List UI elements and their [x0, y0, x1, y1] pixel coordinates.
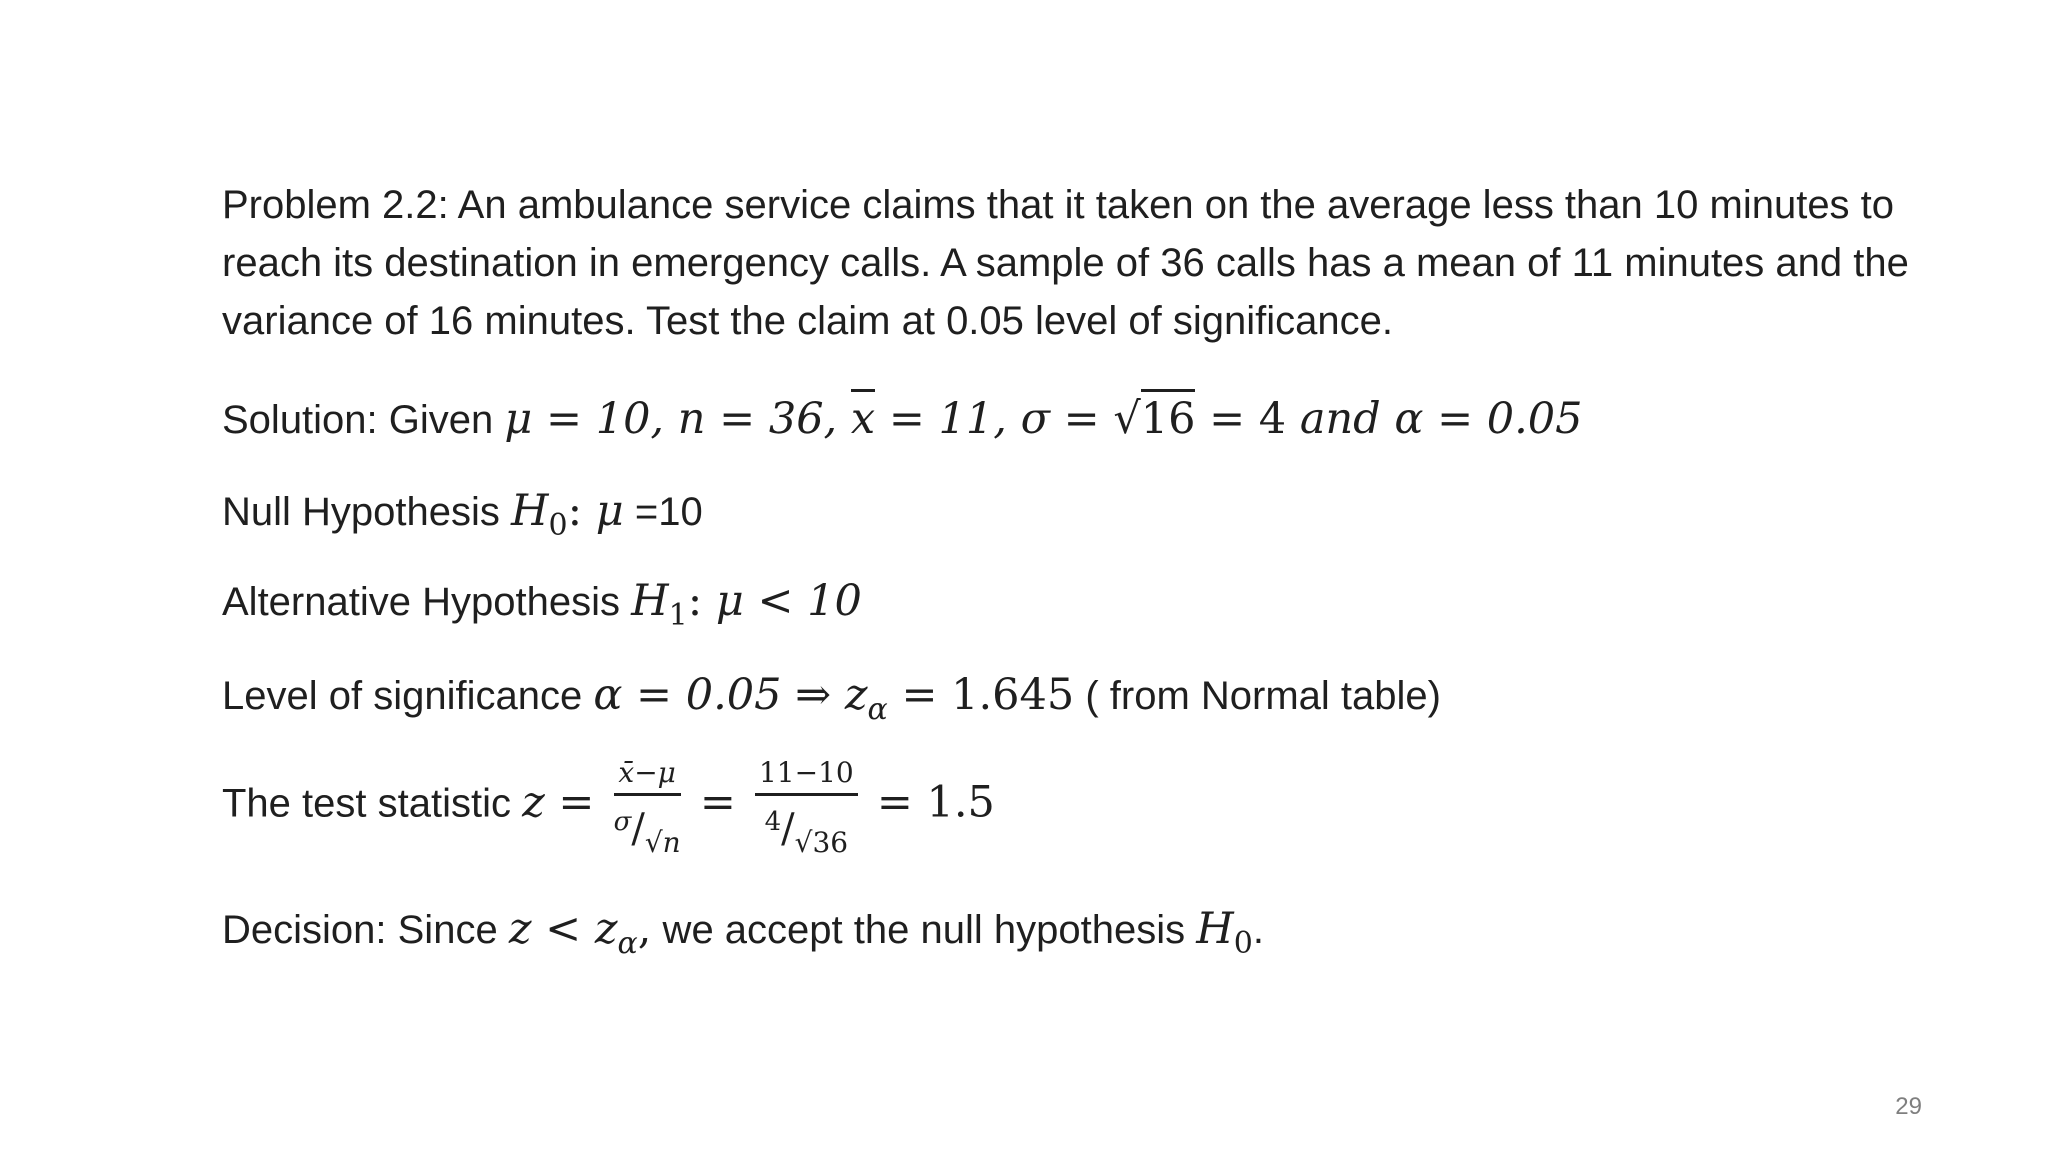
null-hypothesis-label: Null Hypothesis — [222, 490, 500, 534]
null-hypothesis-colon: : — [567, 486, 596, 536]
solution-given-line — [222, 394, 1583, 444]
given-alpha: α = 0.05 — [1380, 394, 1583, 444]
sqrt-argument: 16 — [1141, 389, 1196, 444]
fraction-numeric-four: 4 — [764, 807, 782, 837]
significance-line — [222, 670, 1441, 727]
fraction-numeric-root: √36 — [794, 826, 849, 859]
fraction-general-slash: / — [631, 806, 645, 852]
given-n: n = 36, — [677, 394, 851, 444]
given-sigma-value: = 4 — [1195, 394, 1300, 444]
decision-h-sub: 0 — [1233, 926, 1253, 961]
fraction-general-root: √n — [644, 826, 681, 859]
fraction-numeric — [755, 756, 858, 859]
test-statistic-eq: = — [699, 777, 736, 828]
given-mu: μ = 10, — [504, 394, 678, 444]
solution-label: Solution: Given — [222, 398, 494, 442]
page-number: 29 — [1895, 1093, 1922, 1120]
alt-hypothesis-label: Alternative Hypothesis — [222, 580, 620, 624]
given-xbar: x — [851, 389, 875, 444]
alt-hypothesis-sub: 1 — [668, 598, 688, 633]
alt-hypothesis-line — [222, 576, 862, 633]
fraction-general-sigma: σ — [613, 807, 632, 837]
alt-hypothesis-colon: : — [687, 576, 716, 626]
fraction-numeric-numerator: 11−10 — [755, 756, 858, 796]
fraction-general-numerator: x̄−μ — [614, 756, 681, 796]
problem-statement: Problem 2.2: An ambulance service claims that it taken on the average less than 10 minutes to reach its destination in emergency calls. A sample of 36 calls has a mean of 11 minutes and the variance of 16 minutes. Test the claim at 0.05 level of significance. — [222, 183, 1909, 343]
fraction-general — [613, 756, 681, 859]
null-hypothesis-sub: 0 — [548, 508, 568, 543]
decision-z-sub: α — [617, 926, 638, 961]
null-hypothesis-mu: μ — [595, 486, 624, 536]
decision-z: z < z — [508, 904, 618, 954]
alt-hypothesis-expr: μ < 10 — [715, 576, 862, 626]
fraction-numeric-slash: / — [781, 806, 795, 852]
decision-end: . — [1252, 908, 1264, 952]
significance-note: ( from Normal table) — [1074, 674, 1441, 718]
significance-expr: α = 0.05 ⇒ — [593, 670, 845, 720]
decision-line — [222, 904, 1264, 961]
z-alpha-symbol: z — [844, 670, 868, 720]
decision-label: Decision: Since — [222, 908, 498, 952]
test-statistic-result: = 1.5 — [876, 777, 995, 828]
null-hypothesis-line — [222, 486, 703, 543]
decision-comma: , — [637, 904, 652, 954]
test-statistic-line — [222, 756, 995, 859]
given-sigma: = 11, σ = — [875, 394, 1114, 444]
decision-text: we accept the null hypothesis — [651, 908, 1186, 952]
fraction-general-denominator — [613, 796, 681, 859]
decision-h-symbol: H — [1196, 904, 1234, 954]
test-statistic-lhs: z = — [522, 777, 595, 828]
null-hypothesis-value: =10 — [623, 490, 703, 534]
sqrt-symbol: √ — [1113, 394, 1141, 444]
fraction-numeric-denominator — [755, 796, 858, 859]
test-statistic-label: The test statistic — [222, 781, 511, 826]
null-hypothesis-symbol: H — [511, 486, 549, 536]
and-word: and — [1299, 394, 1381, 444]
z-alpha-sub: α — [867, 692, 888, 727]
significance-label: Level of significance — [222, 674, 583, 718]
z-alpha-value: = 1.645 — [887, 670, 1075, 720]
alt-hypothesis-symbol: H — [631, 576, 669, 626]
